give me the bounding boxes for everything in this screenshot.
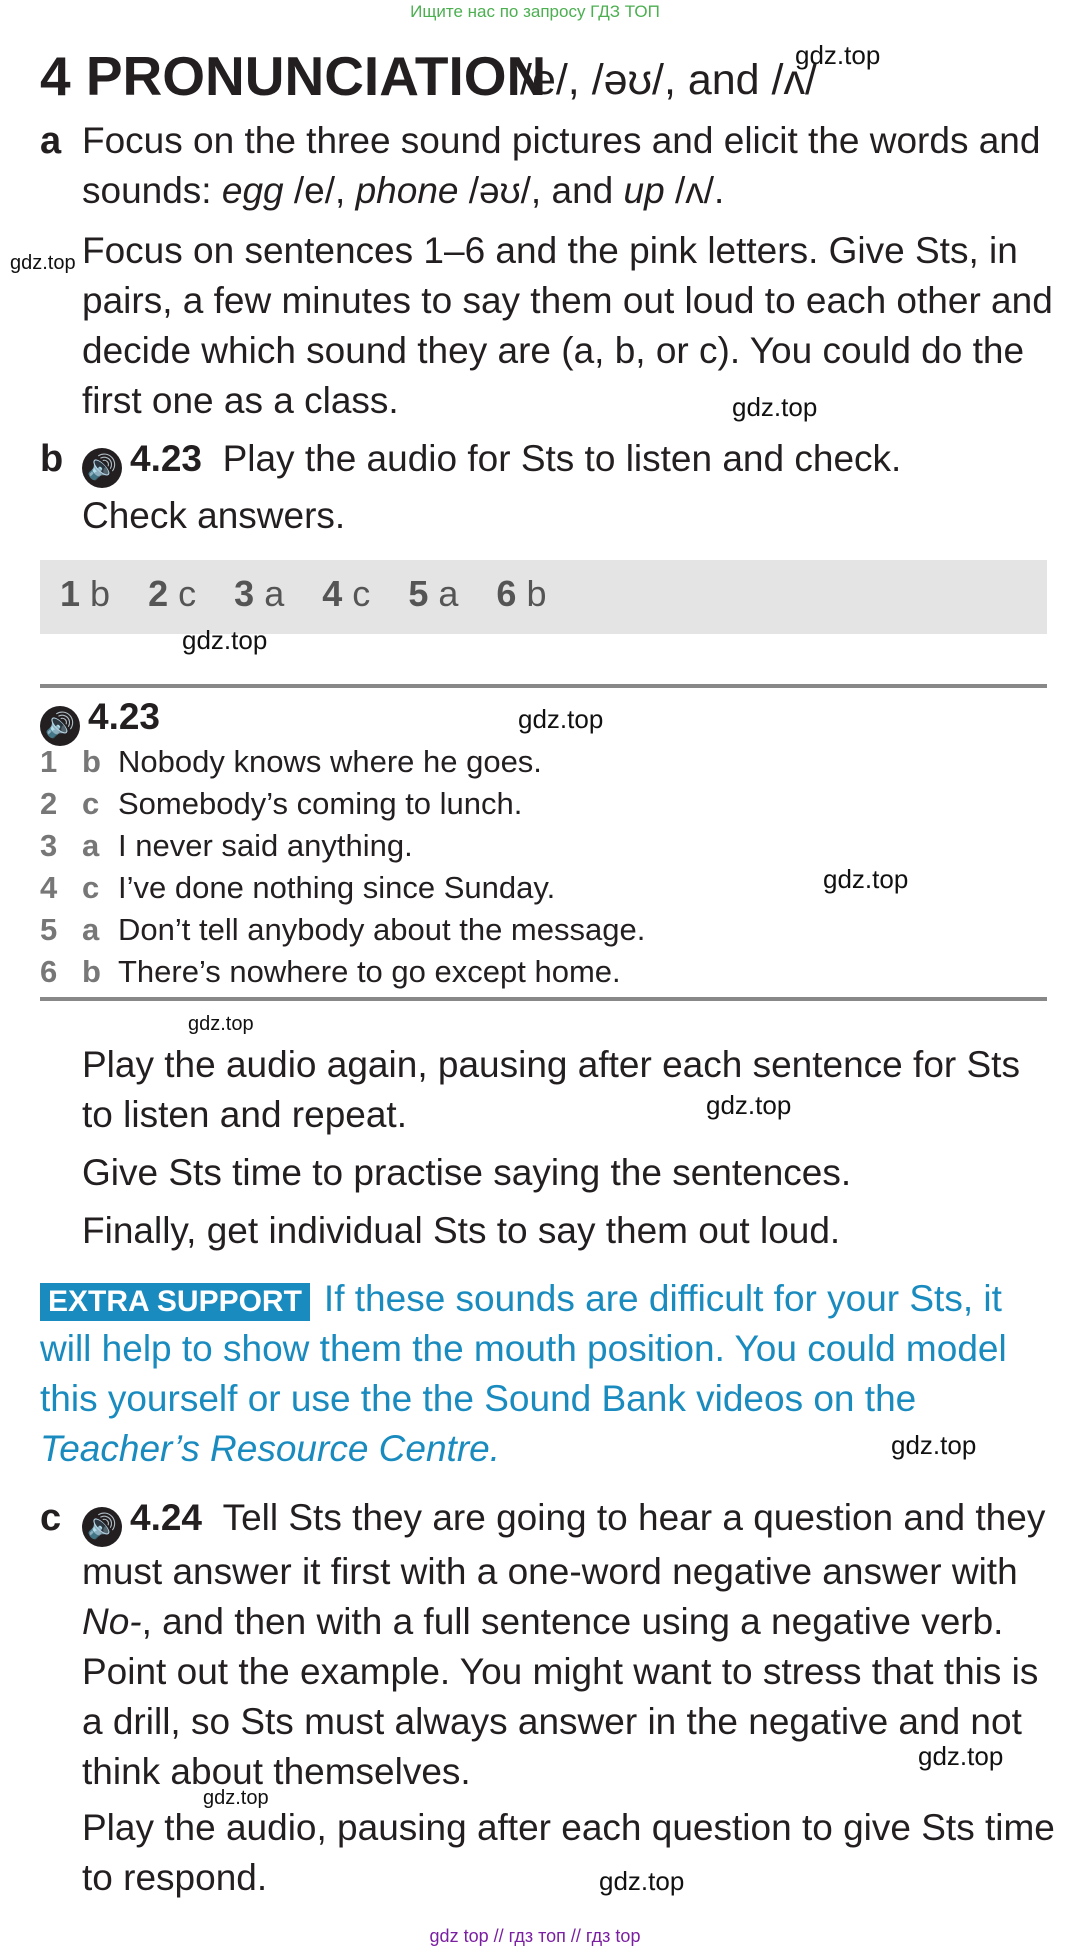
section-phonemes: /e/, /əʊ/, and /ʌ/ (520, 56, 817, 104)
top-search-note: Ищите нас по запросу ГДЗ ТОП (410, 2, 660, 21)
answer-5: 5 a (408, 573, 459, 614)
answer-6: 6 b (496, 573, 547, 614)
watermark: gdz.top (918, 1741, 1004, 1771)
after-script-p1: Play the audio again, pausing after each sentence for Sts to listen and repeat. (82, 1044, 1020, 1135)
part-c-italic-no: No- (82, 1601, 142, 1642)
part-b-line-1 (40, 434, 1057, 488)
part-c-text-1: Tell Sts they are going to hear a question and they must answer it first with a one-word negative answer with (82, 1497, 1046, 1592)
extra-support-italic: Teacher’s Resource Centre. (40, 1428, 501, 1469)
after-script-p3: Finally, get individual Sts to say them out loud. (82, 1210, 841, 1251)
audio-speaker-icon[interactable]: 🔊 (82, 448, 122, 488)
part-b-letter: b (40, 438, 64, 480)
word-phone: phone (355, 170, 459, 211)
answer-4: 4 c (322, 573, 371, 614)
watermark: gdz.top (10, 252, 76, 274)
sound-1: /e/, (283, 170, 356, 211)
watermark: gdz.top (203, 1787, 269, 1809)
word-up: up (623, 170, 665, 211)
script-heading (40, 696, 160, 746)
script-line: 4 c I’ve done nothing since Sunday. (40, 870, 556, 905)
part-b-line-2: Check answers. (82, 495, 346, 536)
script-line: 5 a Don’t tell anybody about the message. (40, 912, 646, 947)
word-egg: egg (221, 170, 284, 211)
part-c-paragraph-2: Play the audio, pausing after each question to give Sts time to respond. (82, 1807, 1055, 1898)
sound-2: /əʊ/, and (458, 170, 624, 211)
after-script-p2: Give Sts time to practise saying the sentences. (82, 1152, 852, 1193)
footer-links: gdz top // гдз топ // гдз top (429, 1926, 641, 1946)
part-b-instruction: Play the audio for Sts to listen and check. (222, 438, 902, 479)
script-bottom-rule (40, 997, 1047, 1001)
script-top-rule (40, 684, 1047, 688)
script-line: 3 a I never said anything. (40, 828, 413, 863)
audio-ref: 4.23 (130, 438, 203, 479)
answer-2: 2 c (148, 573, 197, 614)
script-line: 1 b Nobody knows where he goes. (40, 744, 542, 779)
watermark: gdz.top (891, 1430, 977, 1460)
watermark: gdz.top (732, 392, 818, 422)
part-a-text: Focus on the three sound pictures and elicit the words and sounds: (82, 120, 1041, 211)
watermark: gdz.top (795, 40, 881, 70)
section-title (40, 44, 546, 108)
watermark: gdz.top (518, 704, 604, 734)
script-ref: 4.23 (88, 696, 161, 737)
part-a-paragraph-1 (40, 116, 1057, 216)
answers-box (40, 560, 1047, 634)
audio-speaker-icon[interactable]: 🔊 (40, 706, 80, 746)
part-a-letter: a (40, 120, 62, 162)
watermark: gdz.top (188, 1013, 254, 1035)
part-c-text-2: , and then with a full sentence using a negative verb. Point out the example. You might want to stress that this is a drill, so Sts must always answer in the negative and not think about themselves. (82, 1601, 1039, 1792)
extra-support-badge: EXTRA SUPPORT (40, 1283, 310, 1321)
watermark: gdz.top (599, 1866, 685, 1896)
audio-ref: 4.24 (130, 1497, 203, 1538)
sound-3: /ʌ/. (664, 170, 725, 211)
watermark: gdz.top (823, 864, 909, 894)
answer-3: 3 a (234, 573, 285, 614)
part-c-letter: c (40, 1497, 62, 1539)
script-line: 2 c Somebody’s coming to lunch. (40, 786, 523, 821)
answer-1: 1 b (60, 573, 111, 614)
audio-speaker-icon[interactable]: 🔊 (82, 1507, 122, 1547)
watermark: gdz.top (182, 625, 268, 655)
part-a-paragraph-2: Focus on sentences 1–6 and the pink letters. Give Sts, in pairs, a few minutes to say them out loud to each other and decide which sound they are (a, b, or c). You could do the first one as a class. (82, 230, 1053, 421)
part-c-paragraph (40, 1493, 1057, 1797)
extra-support-text: If these sounds are difficult for your Sts, it will help to show them the mouth position. You could model this yourself or use the the Sound Bank videos on the (40, 1278, 1007, 1419)
script-line: 6 b There’s nowhere to go except home. (40, 954, 621, 989)
section-title-text: 4 PRONUNCIATION (40, 45, 547, 107)
watermark: gdz.top (706, 1090, 792, 1120)
answers-list (60, 573, 574, 615)
